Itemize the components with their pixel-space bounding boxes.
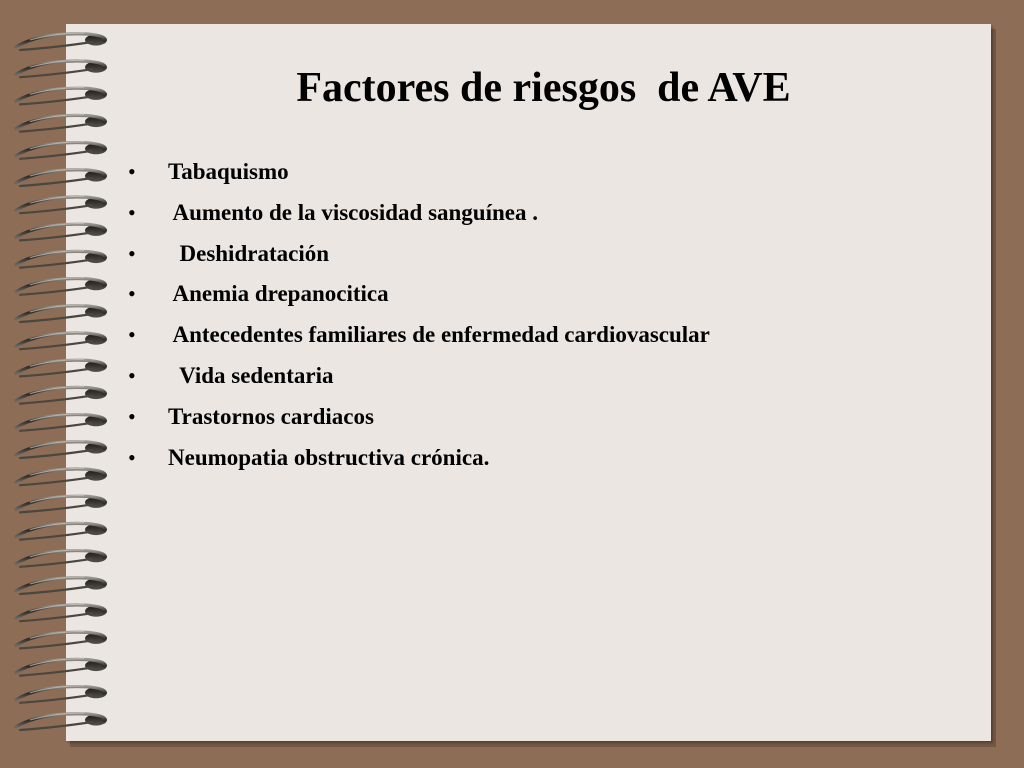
bullet-marker: • [128,444,136,470]
spiral-ring-icon [16,713,107,730]
spiral-ring-icon [16,659,107,676]
spiral-binding-icon [0,0,130,768]
bullet-marker: • [128,362,136,388]
spiral-ring-icon [16,305,107,322]
bullet-marker: • [128,281,136,307]
list-item [128,234,329,275]
spiral-ring-icon [16,631,107,648]
bullet-text: Deshidratación [168,240,329,266]
bullet-list [128,152,710,478]
bullet-marker: • [128,322,136,348]
bullet-text: Trastornos cardiacos [168,403,374,429]
list-item [128,438,490,479]
spiral-ring-icon [16,550,107,567]
spiral-ring-icon [16,495,107,512]
spiral-ring-icon [16,604,107,621]
list-item [128,193,538,234]
bullet-text: Tabaquismo [168,159,289,184]
list-item [128,397,374,438]
spiral-ring-icon [16,414,107,431]
spiral-ring-icon [16,33,107,50]
bullet-marker: • [128,240,136,266]
list-item [128,274,389,315]
spiral-ring-icon [16,196,107,213]
spiral-ring-icon [16,577,107,594]
spiral-ring-icon [16,359,107,376]
bullet-text: Neumopatia obstructiva crónica. [168,444,490,470]
spiral-ring-icon [16,60,107,77]
bullet-text: Aumento de la viscosidad sanguínea . [168,199,538,225]
slide-title: Factores de riesgos de AVE [296,65,791,111]
spiral-ring-icon [16,251,107,268]
bullet-marker: • [128,199,136,225]
spiral-ring-icon [16,686,107,703]
spiral-ring-icon [16,387,107,404]
bullet-text: Vida sedentaria [168,362,334,388]
spiral-ring-icon [16,332,107,349]
spiral-ring-icon [16,441,107,458]
spiral-ring-icon [16,523,107,540]
spiral-ring-icon [16,278,107,295]
spiral-ring-icon [16,223,107,240]
bullet-marker: • [128,403,136,429]
bullet-marker: • [128,159,136,184]
spiral-ring-icon [16,87,107,104]
list-item [128,315,710,356]
list-item [128,152,289,193]
bullet-text: Anemia drepanocitica [168,281,389,307]
notebook-page [66,24,991,741]
spiral-ring-icon [16,468,107,485]
list-item [128,356,334,397]
bullet-text: Antecedentes familiares de enfermedad cardiovascular [168,322,710,348]
spiral-ring-icon [16,142,107,159]
spiral-ring-icon [16,115,107,132]
spiral-ring-icon [16,169,107,186]
